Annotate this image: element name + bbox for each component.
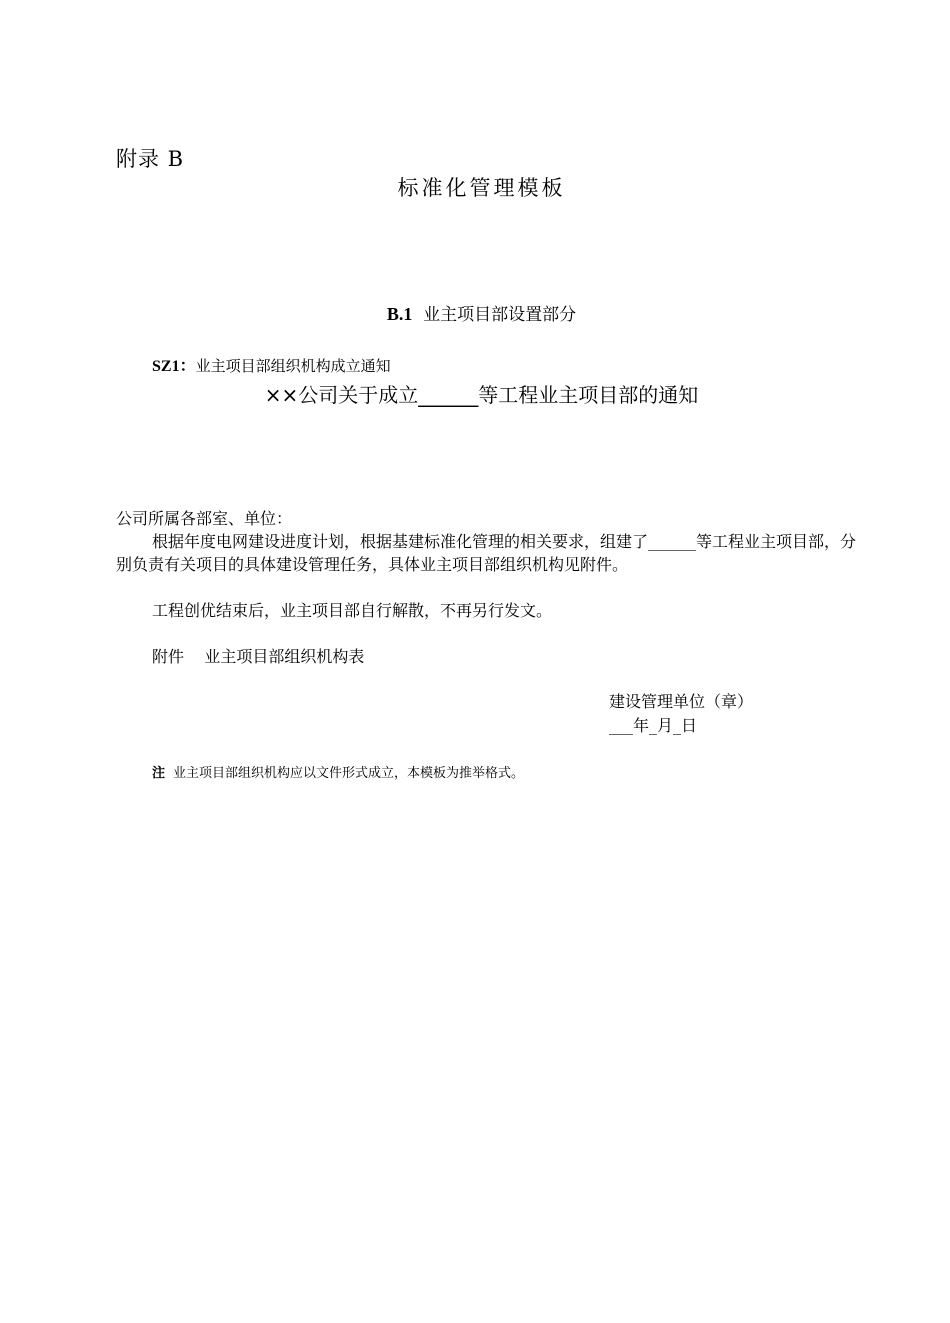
signature-date: ___年_月_日 (609, 716, 698, 735)
section-heading (0, 300, 950, 325)
paragraph-1 (116, 530, 856, 576)
section-title: 业主项目部设置部分 (423, 305, 577, 325)
footnote (152, 762, 524, 781)
paragraph-1-text: 根据年度电网建设进度计划，根据基建标准化管理的相关要求，组建了______等工程业主项目部，分别负责有关项目的具体建设管理任务，具体业主项目部组织机构见附件。 (116, 532, 857, 574)
section-number: B.1 (386, 304, 413, 324)
note-label: 注 (152, 766, 166, 781)
appendix-label: 附录 B (116, 147, 185, 171)
salutation: 公司所属各部室、单位： (116, 509, 293, 528)
template-code: SZ1： (152, 358, 196, 375)
document-title: 标准化管理模板 (397, 176, 566, 200)
template-title: 业主项目部组织机构成立通知 (195, 357, 391, 375)
notice-title: ××公司关于成立______等工程业主项目部的通知 (264, 383, 699, 407)
paragraph-2: 工程创优结束后，业主项目部自行解散，不再另行发文。 (152, 601, 553, 620)
signature-unit: 建设管理单位（章） (609, 692, 754, 711)
note-text: 业主项目部组织机构应以文件形式成立，本模板为推举格式。 (173, 766, 525, 781)
attachment-line: 附件 业主项目部组织机构表 (152, 647, 365, 666)
template-heading (152, 353, 391, 376)
signature-block (609, 690, 753, 738)
